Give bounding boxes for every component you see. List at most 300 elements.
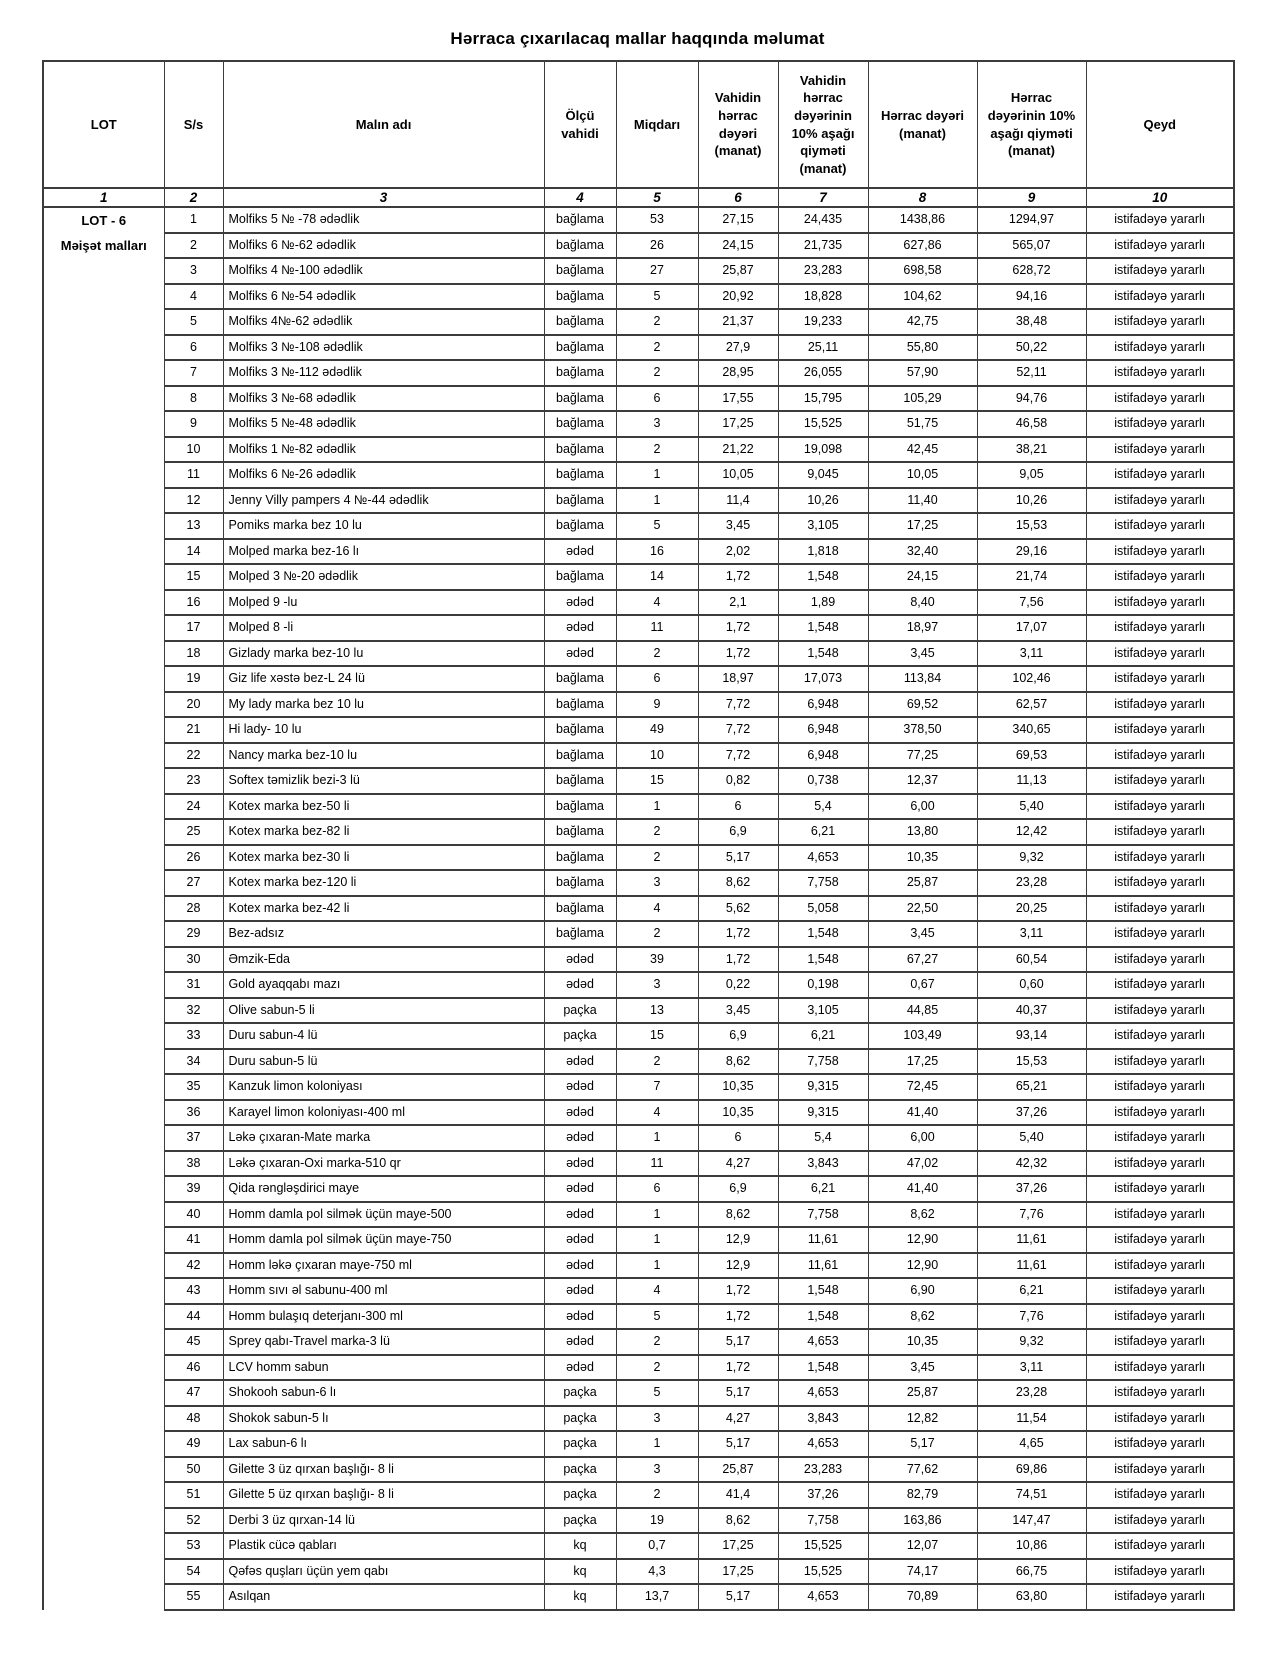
note-cell: istifadəyə yararlı [1086,590,1234,616]
row-number-cell: 11 [164,462,223,488]
column-header-5: Miqdarı [616,61,698,188]
product-name-cell: Əmzik-Eda [223,947,544,973]
auction-value-cell: 8,62 [868,1202,977,1228]
product-name-cell: Asılqan [223,1584,544,1610]
table-row [43,1304,1234,1330]
unit-cell: ədəd [544,1100,616,1126]
auction-value-cell: 11,40 [868,488,977,514]
unit-value-minus-10-cell: 0,198 [778,972,868,998]
quantity-cell: 3 [616,1406,698,1432]
unit-auction-value-cell: 17,25 [698,1533,778,1559]
table-row [43,947,1234,973]
unit-cell: ədəd [544,1074,616,1100]
note-cell: istifadəyə yararlı [1086,411,1234,437]
unit-cell: bağlama [544,666,616,692]
auction-value-minus-10-cell: 11,13 [977,768,1086,794]
product-name-cell: Molfiks 6 №-62 ədədlik [223,233,544,259]
quantity-cell: 2 [616,1482,698,1508]
unit-auction-value-cell: 6,9 [698,1023,778,1049]
quantity-cell: 1 [616,488,698,514]
unit-auction-value-cell: 6,9 [698,819,778,845]
note-cell: istifadəyə yararlı [1086,488,1234,514]
table-row [43,615,1234,641]
product-name-cell: Homm damla pol silmək üçün maye-750 [223,1227,544,1253]
product-name-cell: Kanzuk limon koloniyası [223,1074,544,1100]
unit-value-minus-10-cell: 1,548 [778,947,868,973]
quantity-cell: 1 [616,794,698,820]
product-name-cell: Ləkə çıxaran-Mate marka [223,1125,544,1151]
column-number-8: 8 [868,188,977,207]
auction-value-minus-10-cell: 3,11 [977,641,1086,667]
auction-value-cell: 51,75 [868,411,977,437]
unit-value-minus-10-cell: 4,653 [778,1584,868,1610]
quantity-cell: 2 [616,819,698,845]
auction-value-cell: 5,17 [868,1431,977,1457]
column-number-10: 10 [1086,188,1234,207]
quantity-cell: 2 [616,921,698,947]
row-number-cell: 34 [164,1049,223,1075]
unit-auction-value-cell: 8,62 [698,870,778,896]
product-name-cell: Molfiks 3 №-108 ədədlik [223,335,544,361]
row-number-cell: 40 [164,1202,223,1228]
unit-cell: paçka [544,1457,616,1483]
unit-auction-value-cell: 7,72 [698,717,778,743]
unit-auction-value-cell: 0,22 [698,972,778,998]
quantity-cell: 1 [616,1253,698,1279]
quantity-cell: 4 [616,590,698,616]
unit-value-minus-10-cell: 1,548 [778,641,868,667]
unit-value-minus-10-cell: 26,055 [778,360,868,386]
unit-cell: bağlama [544,921,616,947]
quantity-cell: 26 [616,233,698,259]
unit-auction-value-cell: 1,72 [698,1304,778,1330]
product-name-cell: Bez-adsız [223,921,544,947]
product-name-cell: Derbi 3 üz qırxan-14 lü [223,1508,544,1534]
note-cell: istifadəyə yararlı [1086,258,1234,284]
table-row [43,437,1234,463]
table-row [43,1202,1234,1228]
column-header-6: Vahidin hərrac dəyəri (manat) [698,61,778,188]
note-cell: istifadəyə yararlı [1086,1406,1234,1432]
product-name-cell: Homm sıvı əl sabunu-400 ml [223,1278,544,1304]
table-row [43,1457,1234,1483]
unit-value-minus-10-cell: 19,233 [778,309,868,335]
column-header-8: Hərrac dəyəri (manat) [868,61,977,188]
column-header-7: Vahidin hərrac dəyərinin 10% aşağı qiyməti (manat) [778,61,868,188]
unit-value-minus-10-cell: 25,11 [778,335,868,361]
row-number-cell: 4 [164,284,223,310]
auction-value-minus-10-cell: 21,74 [977,564,1086,590]
row-number-cell: 18 [164,641,223,667]
table-row [43,743,1234,769]
table-row [43,1023,1234,1049]
unit-auction-value-cell: 6 [698,794,778,820]
table-row [43,998,1234,1024]
unit-cell: paçka [544,1380,616,1406]
table-row [43,1151,1234,1177]
row-number-cell: 45 [164,1329,223,1355]
quantity-cell: 9 [616,692,698,718]
quantity-cell: 2 [616,309,698,335]
unit-auction-value-cell: 2,02 [698,539,778,565]
auction-value-cell: 10,35 [868,1329,977,1355]
unit-cell: ədəd [544,1151,616,1177]
table-row [43,641,1234,667]
auction-value-minus-10-cell: 102,46 [977,666,1086,692]
column-number-9: 9 [977,188,1086,207]
unit-cell: bağlama [544,233,616,259]
unit-cell: ədəd [544,1049,616,1075]
quantity-cell: 1 [616,1125,698,1151]
unit-auction-value-cell: 4,27 [698,1406,778,1432]
lot-category: Məişət malları [60,237,147,253]
row-number-cell: 48 [164,1406,223,1432]
quantity-cell: 2 [616,360,698,386]
auction-value-minus-10-cell: 12,42 [977,819,1086,845]
auction-value-minus-10-cell: 93,14 [977,1023,1086,1049]
quantity-cell: 2 [616,1355,698,1381]
note-cell: istifadəyə yararlı [1086,1431,1234,1457]
unit-auction-value-cell: 7,72 [698,692,778,718]
quantity-cell: 1 [616,462,698,488]
unit-value-minus-10-cell: 23,283 [778,1457,868,1483]
auction-value-cell: 57,90 [868,360,977,386]
row-number-cell: 49 [164,1431,223,1457]
auction-value-minus-10-cell: 15,53 [977,1049,1086,1075]
product-name-cell: Duru sabun-5 lü [223,1049,544,1075]
lot-number: LOT - 6 [81,213,127,228]
unit-cell: bağlama [544,717,616,743]
product-name-cell: Gilette 3 üz qırxan başlığı- 8 li [223,1457,544,1483]
unit-value-minus-10-cell: 6,21 [778,1023,868,1049]
auction-value-minus-10-cell: 40,37 [977,998,1086,1024]
table-row [43,794,1234,820]
product-name-cell: Molped 3 №-20 ədədlik [223,564,544,590]
auction-value-minus-10-cell: 66,75 [977,1559,1086,1585]
unit-value-minus-10-cell: 1,548 [778,564,868,590]
unit-value-minus-10-cell: 15,795 [778,386,868,412]
note-cell: istifadəyə yararlı [1086,539,1234,565]
auction-value-minus-10-cell: 565,07 [977,233,1086,259]
auction-value-minus-10-cell: 38,21 [977,437,1086,463]
table-row [43,258,1234,284]
auction-value-minus-10-cell: 10,26 [977,488,1086,514]
unit-value-minus-10-cell: 5,4 [778,1125,868,1151]
unit-cell: bağlama [544,488,616,514]
column-number-4: 4 [544,188,616,207]
auction-value-cell: 25,87 [868,1380,977,1406]
row-number-cell: 9 [164,411,223,437]
product-name-cell: Jenny Villy pampers 4 №-44 ədədlik [223,488,544,514]
unit-auction-value-cell: 7,72 [698,743,778,769]
row-number-cell: 53 [164,1533,223,1559]
note-cell: istifadəyə yararlı [1086,360,1234,386]
column-header-3: Malın adı [223,61,544,188]
table-row [43,1125,1234,1151]
row-number-cell: 29 [164,921,223,947]
product-name-cell: Plastik cücə qabları [223,1533,544,1559]
unit-value-minus-10-cell: 7,758 [778,870,868,896]
auction-value-cell: 8,40 [868,590,977,616]
product-name-cell: Homm bulaşıq deterjanı-300 ml [223,1304,544,1330]
auction-value-minus-10-cell: 3,11 [977,1355,1086,1381]
product-name-cell: LCV homm sabun [223,1355,544,1381]
row-number-cell: 8 [164,386,223,412]
auction-value-minus-10-cell: 9,32 [977,845,1086,871]
quantity-cell: 53 [616,207,698,233]
auction-value-minus-10-cell: 9,32 [977,1329,1086,1355]
column-number-6: 6 [698,188,778,207]
auction-value-cell: 10,05 [868,462,977,488]
note-cell: istifadəyə yararlı [1086,717,1234,743]
table-row [43,972,1234,998]
unit-cell: ədəd [544,1304,616,1330]
note-cell: istifadəyə yararlı [1086,819,1234,845]
product-name-cell: Molfiks 5 №-48 ədədlik [223,411,544,437]
unit-value-minus-10-cell: 7,758 [778,1508,868,1534]
unit-auction-value-cell: 8,62 [698,1202,778,1228]
auction-value-minus-10-cell: 20,25 [977,896,1086,922]
note-cell: istifadəyə yararlı [1086,666,1234,692]
unit-value-minus-10-cell: 6,948 [778,717,868,743]
unit-cell: paçka [544,1406,616,1432]
unit-value-minus-10-cell: 9,045 [778,462,868,488]
unit-auction-value-cell: 1,72 [698,641,778,667]
unit-value-minus-10-cell: 3,105 [778,998,868,1024]
unit-value-minus-10-cell: 15,525 [778,411,868,437]
quantity-cell: 27 [616,258,698,284]
auction-value-minus-10-cell: 11,61 [977,1253,1086,1279]
unit-auction-value-cell: 21,22 [698,437,778,463]
quantity-cell: 1 [616,1202,698,1228]
unit-auction-value-cell: 10,05 [698,462,778,488]
table-row [43,590,1234,616]
note-cell: istifadəyə yararlı [1086,1584,1234,1610]
row-number-cell: 44 [164,1304,223,1330]
auction-value-minus-10-cell: 147,47 [977,1508,1086,1534]
unit-auction-value-cell: 5,62 [698,896,778,922]
unit-cell: bağlama [544,335,616,361]
product-name-cell: Qəfəs quşları üçün yem qabı [223,1559,544,1585]
lot-cell [43,207,164,1610]
unit-auction-value-cell: 20,92 [698,284,778,310]
auction-value-cell: 72,45 [868,1074,977,1100]
row-number-cell: 39 [164,1176,223,1202]
table-row [43,386,1234,412]
unit-auction-value-cell: 5,17 [698,1584,778,1610]
unit-cell: bağlama [544,870,616,896]
unit-auction-value-cell: 28,95 [698,360,778,386]
unit-cell: ədəd [544,1125,616,1151]
auction-value-minus-10-cell: 38,48 [977,309,1086,335]
unit-cell: bağlama [544,845,616,871]
quantity-cell: 5 [616,1304,698,1330]
unit-value-minus-10-cell: 3,105 [778,513,868,539]
product-name-cell: Giz life xəstə bez-L 24 lü [223,666,544,692]
product-name-cell: Duru sabun-4 lü [223,1023,544,1049]
auction-value-cell: 627,86 [868,233,977,259]
table-row [43,1253,1234,1279]
quantity-cell: 14 [616,564,698,590]
unit-auction-value-cell: 1,72 [698,564,778,590]
note-cell: istifadəyə yararlı [1086,743,1234,769]
row-number-cell: 15 [164,564,223,590]
auction-value-cell: 17,25 [868,513,977,539]
unit-cell: kq [544,1584,616,1610]
unit-value-minus-10-cell: 4,653 [778,1380,868,1406]
auction-value-cell: 3,45 [868,641,977,667]
table-body [43,207,1234,1610]
unit-cell: bağlama [544,896,616,922]
table-row [43,1227,1234,1253]
auction-value-cell: 17,25 [868,1049,977,1075]
unit-cell: bağlama [544,768,616,794]
note-cell: istifadəyə yararlı [1086,1329,1234,1355]
unit-value-minus-10-cell: 4,653 [778,845,868,871]
unit-cell: bağlama [544,258,616,284]
unit-cell: paçka [544,1482,616,1508]
unit-auction-value-cell: 1,72 [698,1278,778,1304]
auction-value-cell: 24,15 [868,564,977,590]
row-number-cell: 16 [164,590,223,616]
note-cell: istifadəyə yararlı [1086,768,1234,794]
note-cell: istifadəyə yararlı [1086,921,1234,947]
auction-value-cell: 25,87 [868,870,977,896]
quantity-cell: 13 [616,998,698,1024]
auction-value-minus-10-cell: 69,86 [977,1457,1086,1483]
table-row [43,1380,1234,1406]
unit-auction-value-cell: 6,9 [698,1176,778,1202]
auction-value-minus-10-cell: 60,54 [977,947,1086,973]
unit-value-minus-10-cell: 1,89 [778,590,868,616]
row-number-cell: 21 [164,717,223,743]
unit-auction-value-cell: 25,87 [698,258,778,284]
auction-value-cell: 67,27 [868,947,977,973]
auction-value-cell: 13,80 [868,819,977,845]
auction-value-minus-10-cell: 37,26 [977,1100,1086,1126]
row-number-cell: 27 [164,870,223,896]
unit-auction-value-cell: 3,45 [698,513,778,539]
row-number-cell: 50 [164,1457,223,1483]
auction-value-cell: 22,50 [868,896,977,922]
page-title: Hərraca çıxarılacaq mallar haqqında məlumat [450,29,825,48]
note-cell: istifadəyə yararlı [1086,998,1234,1024]
quantity-cell: 4,3 [616,1559,698,1585]
unit-auction-value-cell: 25,87 [698,1457,778,1483]
table-row [43,666,1234,692]
column-number-1: 1 [43,188,164,207]
unit-value-minus-10-cell: 1,548 [778,921,868,947]
unit-value-minus-10-cell: 21,735 [778,233,868,259]
unit-auction-value-cell: 4,27 [698,1151,778,1177]
unit-auction-value-cell: 10,35 [698,1100,778,1126]
table-row [43,411,1234,437]
unit-auction-value-cell: 41,4 [698,1482,778,1508]
note-cell: istifadəyə yararlı [1086,845,1234,871]
table-row [43,1100,1234,1126]
table-row [43,284,1234,310]
auction-value-cell: 12,90 [868,1227,977,1253]
quantity-cell: 3 [616,411,698,437]
unit-auction-value-cell: 1,72 [698,615,778,641]
note-cell: istifadəyə yararlı [1086,692,1234,718]
note-cell: istifadəyə yararlı [1086,462,1234,488]
column-header-4: Ölçü vahidi [544,61,616,188]
unit-auction-value-cell: 17,55 [698,386,778,412]
unit-cell: bağlama [544,819,616,845]
unit-auction-value-cell: 8,62 [698,1508,778,1534]
auction-value-cell: 18,97 [868,615,977,641]
product-name-cell: Molped marka bez-16 lı [223,539,544,565]
unit-value-minus-10-cell: 18,828 [778,284,868,310]
unit-value-minus-10-cell: 9,315 [778,1074,868,1100]
auction-value-cell: 6,00 [868,794,977,820]
row-number-cell: 1 [164,207,223,233]
unit-value-minus-10-cell: 19,098 [778,437,868,463]
unit-value-minus-10-cell: 6,21 [778,819,868,845]
auction-value-cell: 41,40 [868,1100,977,1126]
note-cell: istifadəyə yararlı [1086,309,1234,335]
auction-value-cell: 103,49 [868,1023,977,1049]
unit-auction-value-cell: 27,9 [698,335,778,361]
row-number-cell: 3 [164,258,223,284]
row-number-cell: 51 [164,1482,223,1508]
row-number-cell: 13 [164,513,223,539]
note-cell: istifadəyə yararlı [1086,437,1234,463]
table-row [43,1049,1234,1075]
row-number-cell: 52 [164,1508,223,1534]
auction-value-cell: 8,62 [868,1304,977,1330]
row-number-cell: 5 [164,309,223,335]
unit-cell: ədəd [544,972,616,998]
note-cell: istifadəyə yararlı [1086,284,1234,310]
unit-value-minus-10-cell: 11,61 [778,1227,868,1253]
note-cell: istifadəyə yararlı [1086,1457,1234,1483]
unit-cell: ədəd [544,947,616,973]
row-number-cell: 12 [164,488,223,514]
unit-cell: ədəd [544,1355,616,1381]
unit-value-minus-10-cell: 15,525 [778,1559,868,1585]
quantity-cell: 0,7 [616,1533,698,1559]
auction-value-minus-10-cell: 50,22 [977,335,1086,361]
unit-cell: kq [544,1559,616,1585]
quantity-cell: 1 [616,1431,698,1457]
auction-value-minus-10-cell: 94,76 [977,386,1086,412]
note-cell: istifadəyə yararlı [1086,1380,1234,1406]
note-cell: istifadəyə yararlı [1086,335,1234,361]
unit-value-minus-10-cell: 24,435 [778,207,868,233]
table-row [43,870,1234,896]
table-row [43,488,1234,514]
table-row [43,335,1234,361]
unit-value-minus-10-cell: 6,948 [778,743,868,769]
column-header-10: Qeyd [1086,61,1234,188]
product-name-cell: Kotex marka bez-82 li [223,819,544,845]
auction-value-cell: 113,84 [868,666,977,692]
product-name-cell: Softex təmizlik bezi-3 lü [223,768,544,794]
auction-value-minus-10-cell: 6,21 [977,1278,1086,1304]
quantity-cell: 2 [616,1329,698,1355]
quantity-cell: 16 [616,539,698,565]
table-row [43,309,1234,335]
table-row [43,1329,1234,1355]
row-number-cell: 41 [164,1227,223,1253]
product-name-cell: Pomiks marka bez 10 lu [223,513,544,539]
row-number-cell: 6 [164,335,223,361]
auction-value-cell: 69,52 [868,692,977,718]
column-header-1: LOT [43,61,164,188]
auction-value-minus-10-cell: 4,65 [977,1431,1086,1457]
